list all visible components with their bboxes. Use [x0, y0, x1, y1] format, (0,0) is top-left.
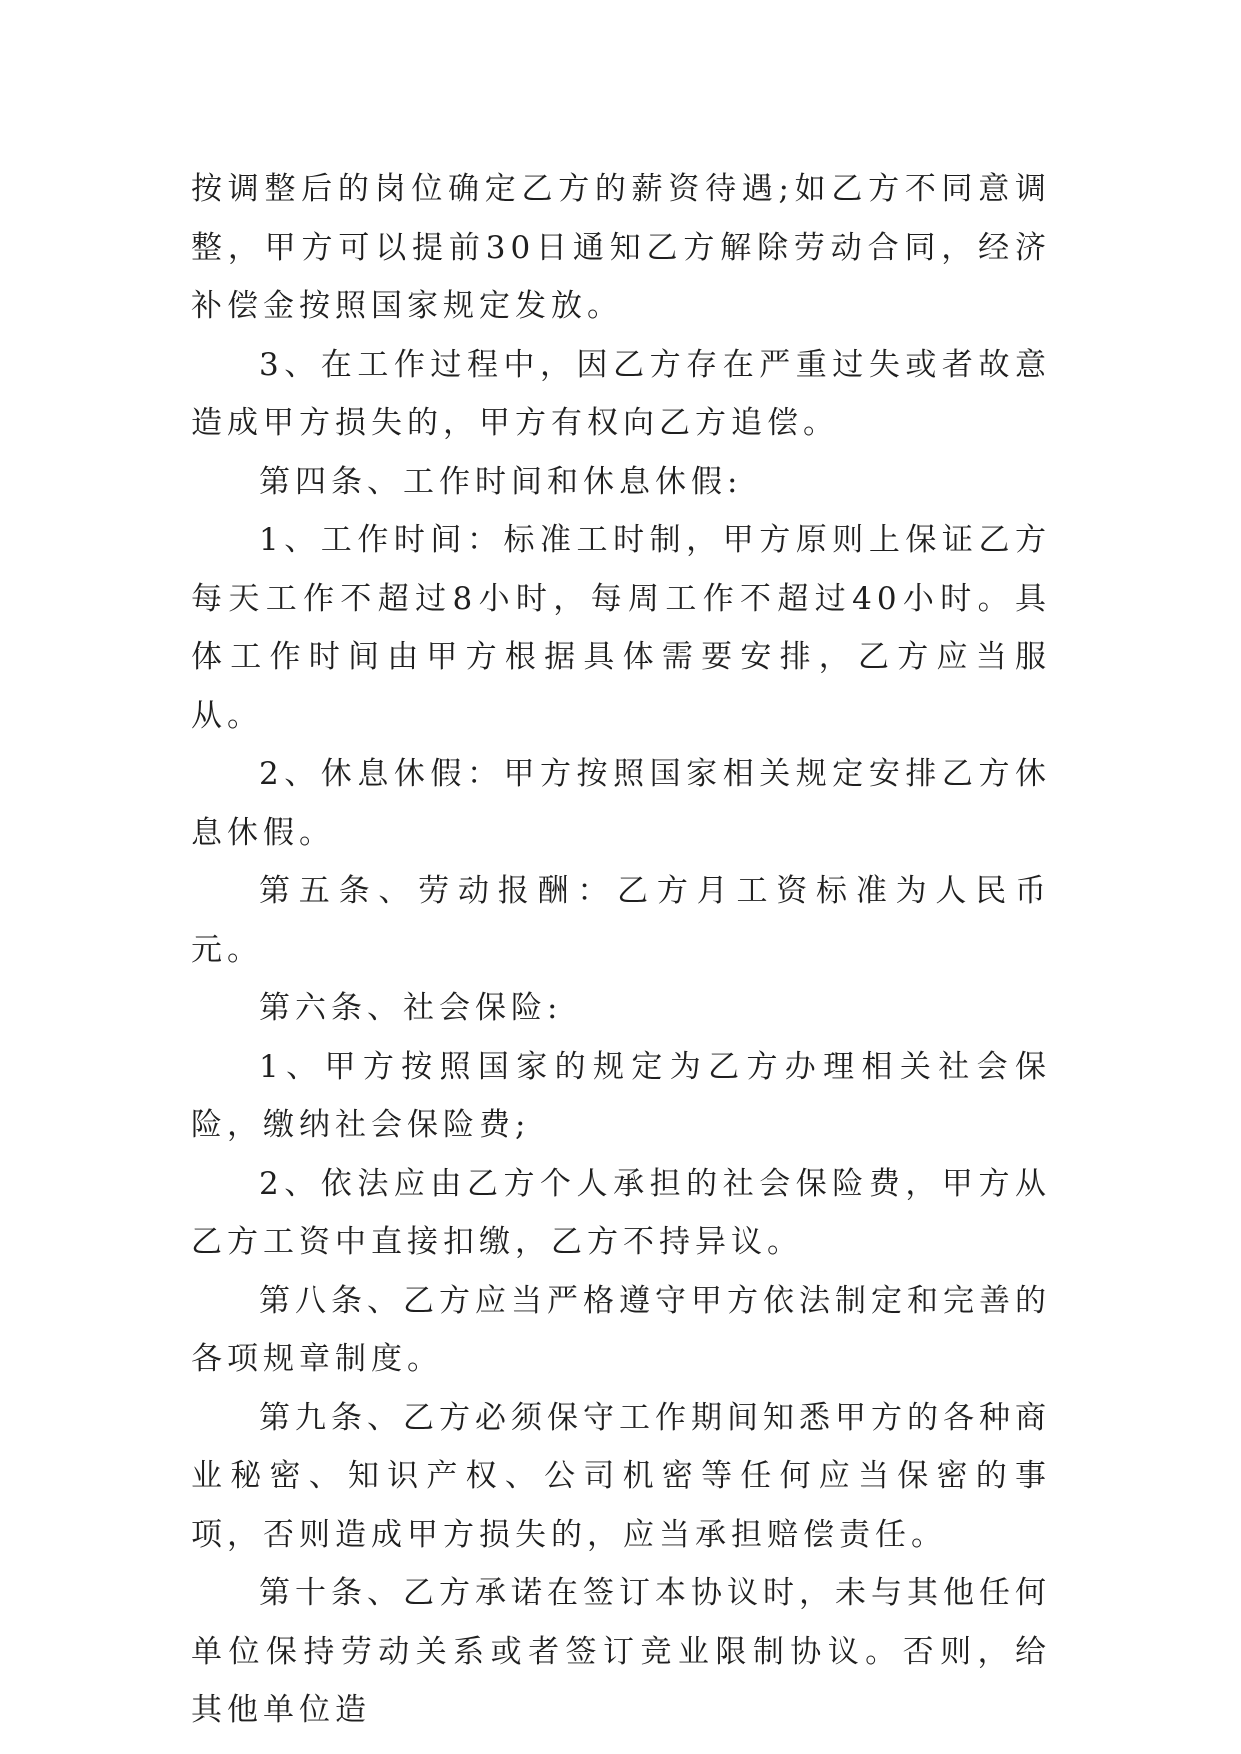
- paragraph-article-8-rules: 第八条、乙方应当严格遵守甲方依法制定和完善的各项规章制度。: [191, 1282, 1051, 1377]
- paragraph-rest-leave: 2、休息休假：甲方按照国家相关规定安排乙方休息休假。: [191, 756, 1051, 851]
- heading-article-4-working-hours: 第四条、工作时间和休息休假:: [259, 463, 743, 500]
- paragraph-article-9-confidentiality: 第九条、乙方必须保守工作期间知悉甲方的各种商业秘密、知识产权、公司机密等任何应当保密的事项，否则造成甲方损失的，应当承担赔偿责任。: [191, 1399, 1051, 1553]
- paragraph-insurance-deduction: 2、依法应由乙方个人承担的社会保险费，甲方从乙方工资中直接扣缴，乙方不持异议。: [191, 1165, 1051, 1260]
- document-body: [191, 160, 1051, 1740]
- paragraph-working-hours: 1、工作时间：标准工时制，甲方原则上保证乙方每天工作不超过8小时，每周工作不超过40小时。具体工作时间由甲方根据具体需要安排，乙方应当服从。: [191, 522, 1051, 734]
- paragraph-clause-3-compensation: 3、在工作过程中，因乙方存在严重过失或者故意造成甲方损失的，甲方有权向乙方追偿。: [191, 346, 1051, 441]
- paragraph-article-10-non-compete: 第十条、乙方承诺在签订本协议时，未与其他任何单位保持劳动关系或者签订竞业限制协议。否则，给其他单位造: [191, 1575, 1051, 1728]
- heading-article-6-social-insurance: 第六条、社会保险:: [259, 990, 563, 1026]
- paragraph-insurance-registration: 1、甲方按照国家的规定为乙方办理相关社会保险，缴纳社会保险费;: [191, 1048, 1051, 1143]
- paragraph-salary-adjustment: 按调整后的岗位确定乙方的薪资待遇;如乙方不同意调整，甲方可以提前30日通知乙方解除劳动合同，经济补偿金按照国家规定发放。: [191, 171, 1051, 324]
- paragraph-article-5-remuneration: 第五条、劳动报酬：乙方月工资标准为人民币 元。: [191, 873, 1051, 968]
